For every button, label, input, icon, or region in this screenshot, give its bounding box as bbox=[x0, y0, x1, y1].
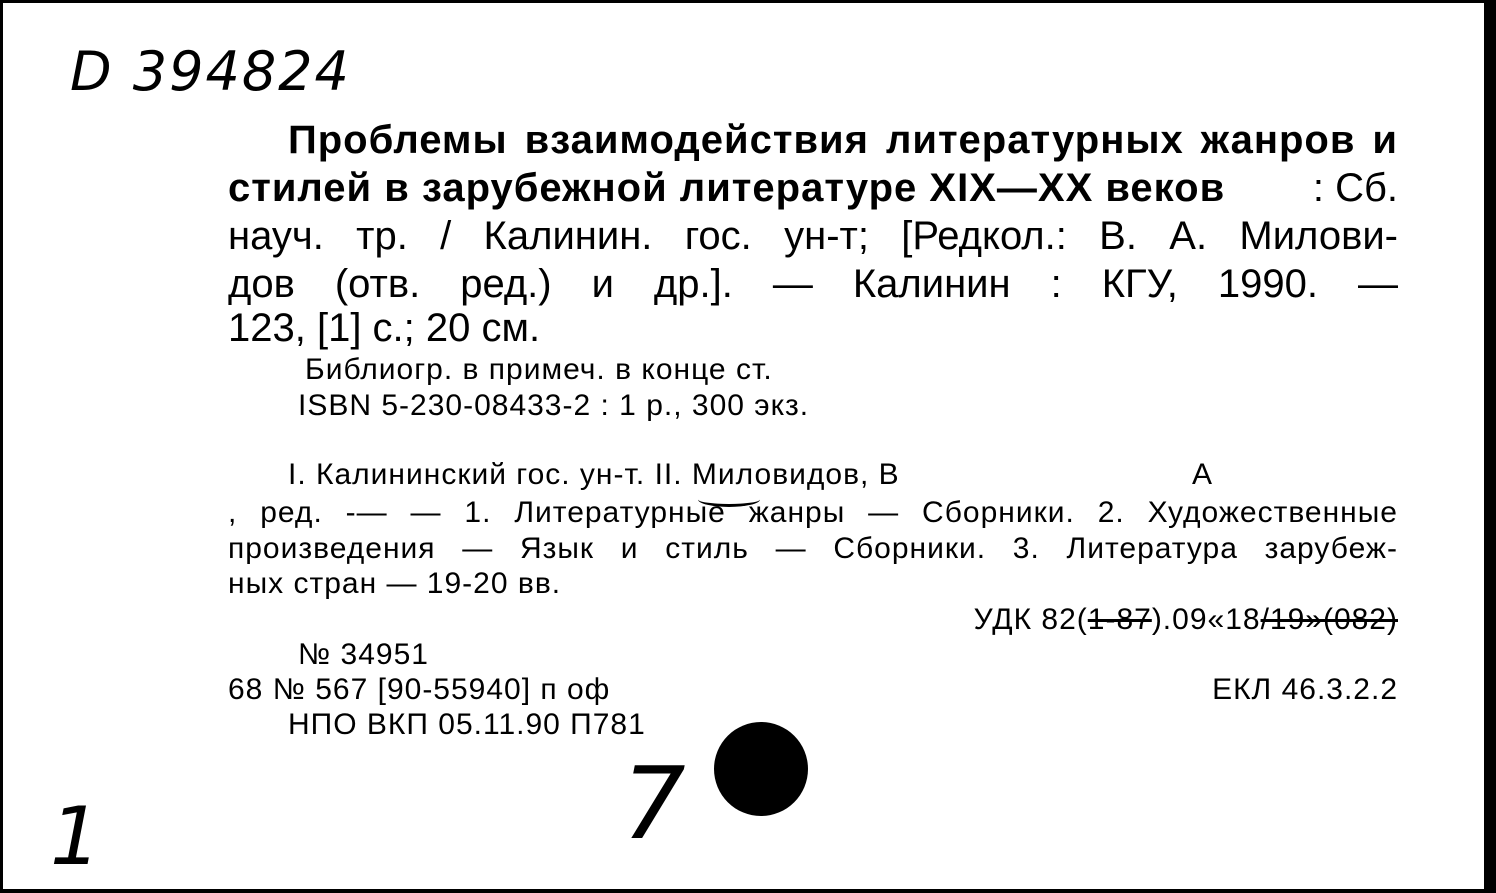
handwritten-seven: 7 bbox=[622, 745, 686, 862]
title-bold-1: Проблемы взаимодействия литературных жанров и bbox=[288, 118, 1398, 162]
record-number: № 34951 bbox=[298, 638, 429, 671]
title-rest-2: : Сб. bbox=[1312, 166, 1398, 210]
udk-prefix: УДК 82( bbox=[973, 603, 1088, 636]
isbn-note: ISBN 5-230-08433-2 : 1 р., 300 экз. bbox=[298, 389, 810, 422]
subject-line-1-initial: А bbox=[1192, 458, 1214, 491]
imprint-line-4: дов (отв. ред.) и др.]. — Калинин : КГУ, 1990. — bbox=[228, 262, 1398, 306]
udk-classification bbox=[974, 602, 1398, 638]
title-bold-2: стилей в зарубежной литературе XIX—XX веков bbox=[228, 166, 1226, 210]
udk-struck-code-2: /19»(082) bbox=[1260, 603, 1398, 636]
collation-line: 123, [1] с.; 20 см. bbox=[228, 306, 541, 350]
handwritten-one: 1 bbox=[50, 790, 101, 883]
subject-line-2: , ред. -— — 1. Литературные жанры — Сборники. 2. Художественные bbox=[228, 496, 1398, 529]
subject-line-3: произведения — Язык и стиль — Сборники. 3. Литература зарубеж- bbox=[228, 532, 1398, 565]
punch-hole bbox=[714, 722, 808, 816]
udk-struck-code-1: 1-87 bbox=[1087, 603, 1152, 636]
bibliography-note: Библиогр. в примеч. в конце ст. bbox=[305, 353, 773, 386]
title-line-2 bbox=[228, 164, 1398, 212]
order-line: 68 № 567 [90-55940] п оф bbox=[228, 673, 611, 706]
ekl-code: ЕКЛ 46.3.2.2 bbox=[1212, 673, 1398, 706]
subject-line-1: I. Калининский гос. ун-т. II. Миловидов, В bbox=[288, 458, 900, 491]
title-line-1 bbox=[288, 116, 1398, 164]
handwritten-catalog-number: D 394824 bbox=[70, 40, 351, 103]
udk-middle: ).09«18 bbox=[1151, 603, 1261, 636]
npo-line: НПО ВКП 05.11.90 П781 bbox=[288, 708, 646, 741]
imprint-line-3: науч. тр. / Калинин. гос. ун-т; [Редкол.: В. А. Милови- bbox=[228, 214, 1398, 258]
subject-line-4: ных стран — 19-20 вв. bbox=[228, 567, 562, 600]
